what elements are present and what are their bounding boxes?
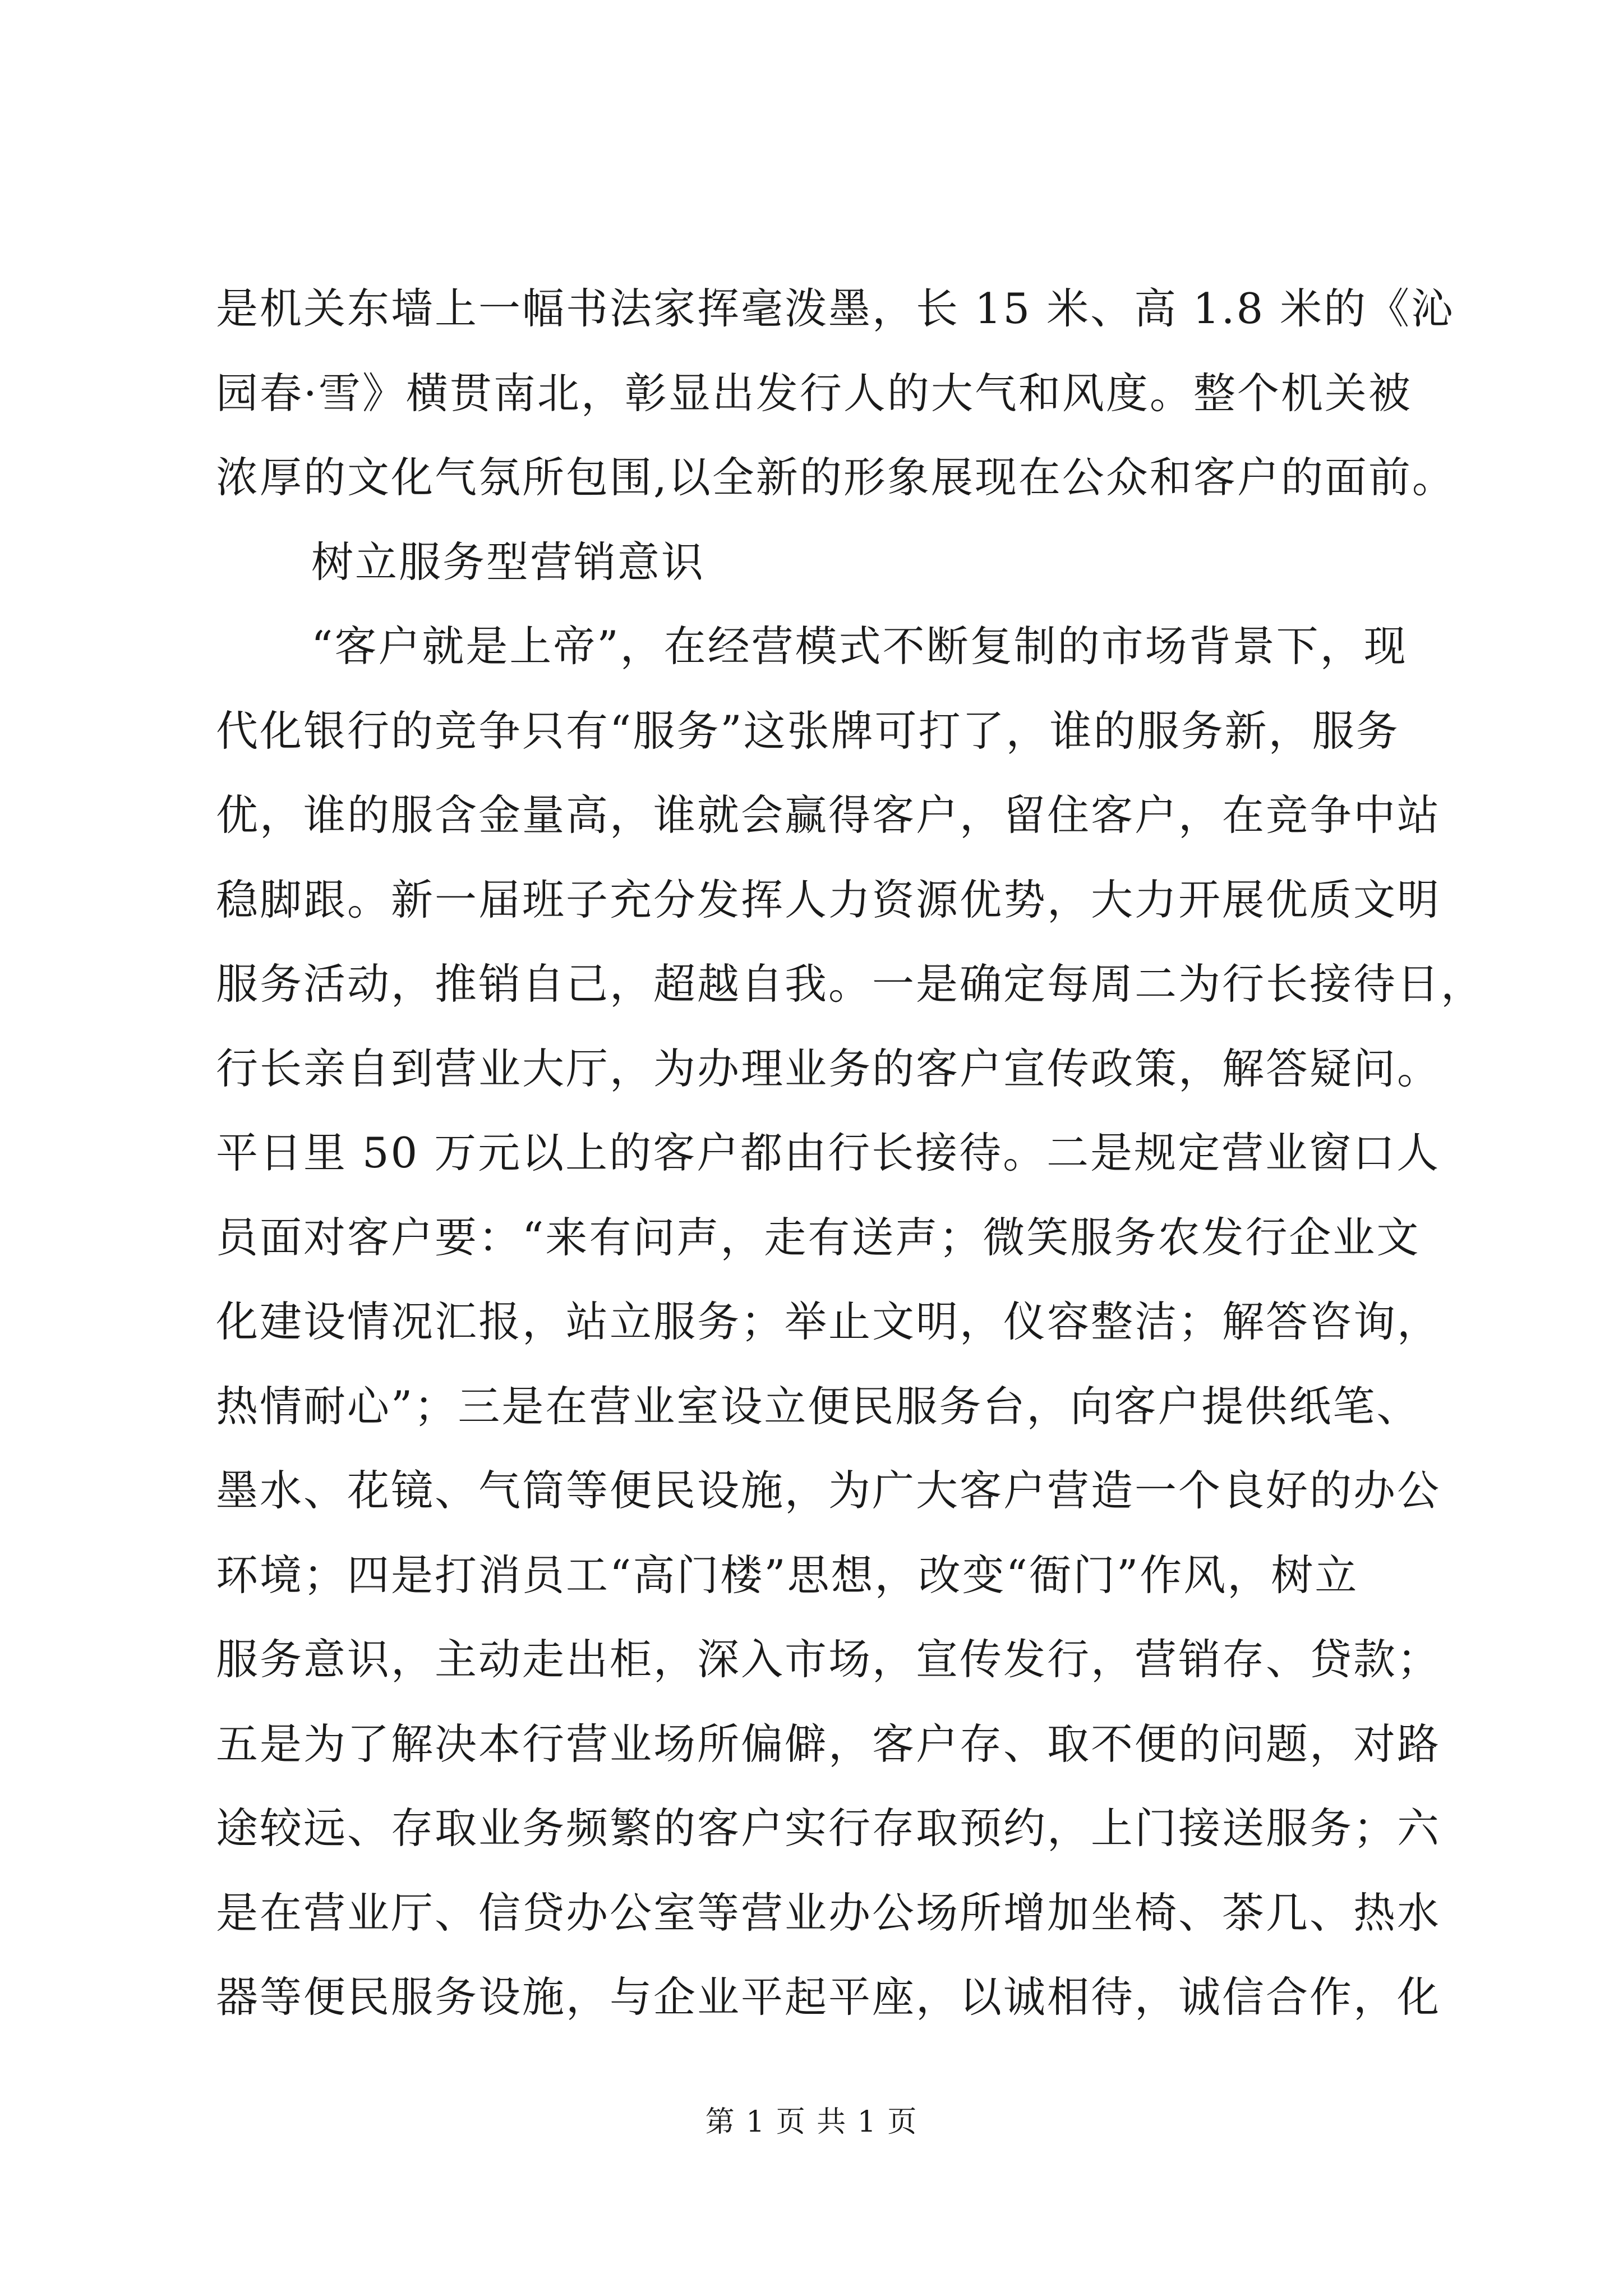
text-line: 优，谁的服含金量高，谁就会赢得客户，留住客户，在竞争中站 xyxy=(216,790,1441,840)
text-line: 平日里 50 万元以上的客户都由行长接待。二是规定营业窗口人 xyxy=(216,1128,1441,1177)
text-line: 园春·雪》横贯南北，彰显出发行人的大气和风度。整个机关被 xyxy=(216,368,1412,418)
text-line: 墨水、花镜、气筒等便民设施，为广大客户营造一个良好的办公 xyxy=(216,1466,1441,1515)
text-line: 服务意识，主动走出柜，深入市场，宣传发行，营销存、贷款； xyxy=(216,1635,1441,1684)
text-line: 化建设情况汇报，站立服务；举止文明，仪容整洁；解答咨询， xyxy=(216,1297,1441,1346)
text-line: 代化银行的竞争只有“服务”这张牌可打了，谁的服务新，服务 xyxy=(216,706,1400,756)
text-line: 服务活动，推销自己，超越自我。一是确定每周二为行长接待日， xyxy=(216,959,1485,1009)
page-footer: 第 1 页 共 1 页 xyxy=(705,2105,918,2139)
text-line: 热情耐心”；三是在营业室设立便民服务台，向客户提供纸笔、 xyxy=(216,1381,1421,1431)
text-line: 浓厚的文化气氛所包围,以全新的形象展现在公众和客户的面前。 xyxy=(216,453,1456,502)
paragraph-first-line: 树立服务型营销意识 xyxy=(311,537,706,587)
text-line: 器等便民服务设施，与企业平起平座，以诚相待，诚信合作，化 xyxy=(216,1972,1441,2022)
paragraph-first-line: “客户就是上帝”，在经营模式不断复制的市场背景下，现 xyxy=(311,622,1408,671)
text-line: 环境；四是打消员工“高门楼”思想，改变“衙门”作风，树立 xyxy=(216,1550,1359,1600)
text-line: 行长亲自到营业大厅，为办理业务的客户宣传政策，解答疑问。 xyxy=(216,1043,1441,1093)
text-line: 是在营业厅、信贷办公室等营业办公场所增加坐椅、茶几、热水 xyxy=(216,1888,1441,1938)
text-line: 稳脚跟。新一届班子充分发挥人力资源优势，大力开展优质文明 xyxy=(216,875,1441,924)
text-line: 员面对客户要：“来有问声，走有送声；微笑服务农发行企业文 xyxy=(216,1212,1421,1262)
text-line: 五是为了解决本行营业场所偏僻，客户存、取不便的问题，对路 xyxy=(216,1719,1441,1769)
text-line: 途较远、存取业务频繁的客户实行存取预约，上门接送服务；六 xyxy=(216,1803,1441,1853)
text-line: 是机关东墙上一幅书法家挥毫泼墨，长 15 米、高 1.8 米的《沁 xyxy=(216,284,1455,333)
